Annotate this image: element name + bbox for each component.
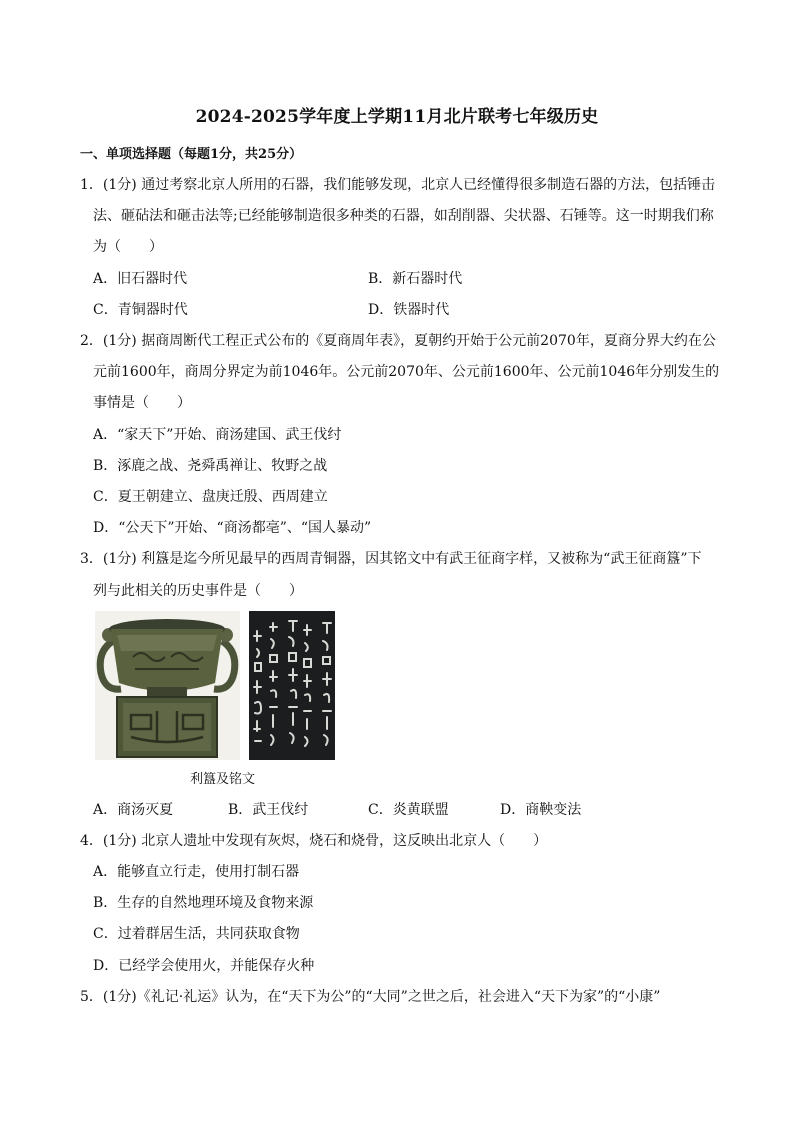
q1-option-d[interactable]: D．铁器时代 bbox=[368, 302, 450, 318]
q5-stem-line1: 5．(1分)《礼记·礼运》认为，在“天下为公”的“大同”之世之后，社会进入“天下为家”的“小康” bbox=[80, 989, 661, 1005]
image-caption: 利簋及铭文 bbox=[190, 772, 256, 787]
q3-stem-line1: 3．(1分) 利簋是迄今所见最早的西周青铜器，因其铭文中有武王征商字样，又被称为“武王征商簋”下 bbox=[80, 551, 702, 567]
q4-option-c[interactable]: C．过着群居生活，共同获取食物 bbox=[93, 926, 300, 942]
q1-option-b[interactable]: B．新石器时代 bbox=[368, 271, 463, 287]
q3-option-a[interactable]: A．商汤灭夏 bbox=[93, 802, 174, 818]
q4-option-d[interactable]: D．已经学会使用火，并能保存火种 bbox=[93, 958, 315, 974]
q1-option-c[interactable]: C．青铜器时代 bbox=[93, 302, 188, 318]
exam-title: 2024-2025学年度上学期11月北片联考七年级历史 bbox=[195, 107, 599, 127]
q3-option-b[interactable]: B．武王伐纣 bbox=[228, 802, 309, 818]
q3-option-c[interactable]: C．炎黄联盟 bbox=[368, 802, 449, 818]
q3-stem-line2: 列与此相关的历史事件是（ ） bbox=[93, 583, 303, 599]
q4-option-b[interactable]: B．生存的自然地理环境及食物来源 bbox=[93, 895, 314, 911]
q2-option-b[interactable]: B．涿鹿之战、尧舜禹禅让、牧野之战 bbox=[93, 458, 328, 474]
q4-stem-line1: 4．(1分) 北京人遗址中发现有灰烬，烧石和烧骨，这反映出北京人（ ） bbox=[80, 833, 548, 849]
section-heading: 一、单项选择题（每题1分，共25分） bbox=[80, 147, 303, 162]
q1-stem-line2: 法、砸砧法和砸击法等;已经能够制造很多种类的石器，如刮削器、尖状器、石锤等。这一时期我们称 bbox=[93, 208, 714, 224]
q2-option-a[interactable]: A．“家天下”开始、商汤建国、武王伐纣 bbox=[93, 427, 342, 443]
q2-stem-line2: 元前1600年，商周分界定为前1046年。公元前2070年、公元前1600年、公元前1046年分别发生的 bbox=[93, 364, 720, 380]
q4-option-a[interactable]: A．能够直立行走，使用打制石器 bbox=[93, 864, 300, 880]
q2-stem-line1: 2．(1分) 据商周断代工程正式公布的《夏商周年表》，夏朝约开始于公元前2070年，夏商分界大约在公 bbox=[80, 333, 716, 349]
q1-stem-line3: 为（ ） bbox=[93, 239, 163, 255]
q2-stem-line3: 事情是（ ） bbox=[93, 395, 191, 411]
q2-option-d[interactable]: D．“公天下”开始、“商汤都亳”、“国人暴动” bbox=[93, 520, 372, 536]
li-gui-vessel-image bbox=[95, 611, 240, 760]
q1-stem-line1: 1．(1分) 通过考察北京人所用的石器，我们能够发现，北京人已经懂得很多制造石器的方法，包括锤击 bbox=[80, 177, 716, 193]
q3-option-d[interactable]: D．商鞅变法 bbox=[500, 802, 582, 818]
q1-option-a[interactable]: A．旧石器时代 bbox=[93, 271, 188, 287]
inscription-rubbing-image bbox=[249, 611, 335, 760]
q2-option-c[interactable]: C．夏王朝建立、盘庚迁殷、西周建立 bbox=[93, 489, 328, 505]
